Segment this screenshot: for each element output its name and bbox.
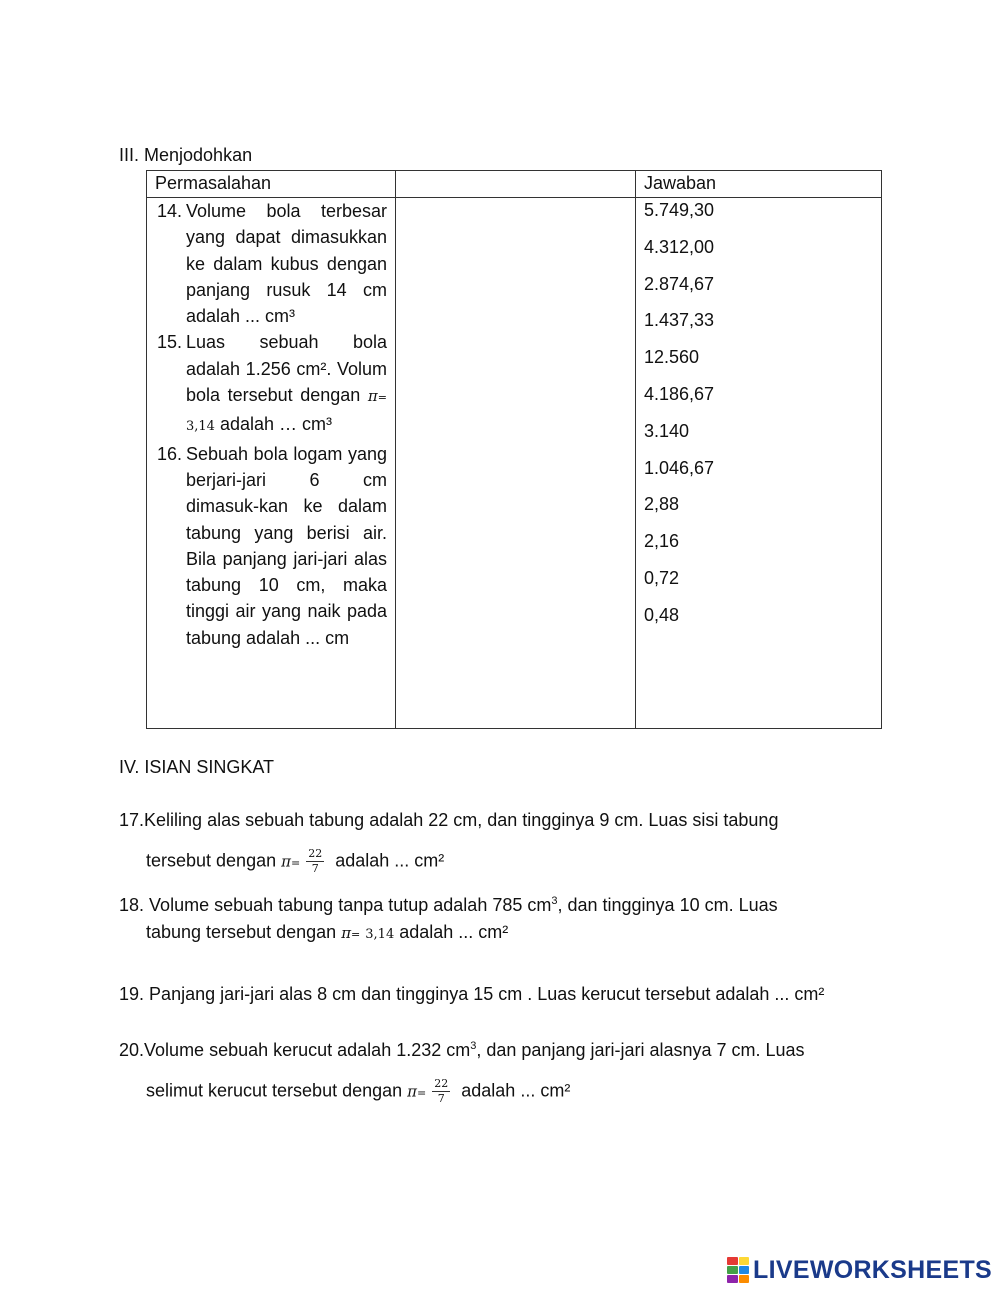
answer-option[interactable]: 4.312,00: [644, 236, 715, 257]
section-title-menjodohkan: III. Menjodohkan: [119, 145, 253, 165]
question-text: Volume sebuah kerucut adalah 1.232 cm: [144, 1040, 471, 1060]
equals-sign: =: [351, 928, 361, 941]
section-title-isian-singkat: IV. ISIAN SINGKAT: [119, 757, 275, 777]
answer-option[interactable]: 2.874,67: [644, 273, 715, 294]
logo-block: [727, 1275, 738, 1283]
question-text: , dan panjang jari-jari alasnya 7 cm. Luas: [476, 1040, 805, 1060]
answer-option[interactable]: 0,72: [644, 567, 680, 588]
question-text: adalah … cm³: [219, 414, 333, 435]
question-text: Panjang jari-jari alas 8 cm dan tingginya 15 cm . Luas kerucut tersebut adalah ... cm²: [149, 984, 825, 1004]
question-text: adalah ... cm²: [461, 1080, 571, 1101]
question-number: 15.: [157, 332, 183, 353]
question-20: [119, 1033, 880, 1106]
question-number: 19.: [119, 984, 145, 1004]
logo-block: [727, 1266, 738, 1274]
header-answer: Jawaban: [644, 173, 717, 193]
answer-option[interactable]: 1.046,67: [644, 457, 715, 478]
liveworksheets-logo[interactable]: [727, 1255, 992, 1285]
answer-option[interactable]: 1.437,33: [644, 310, 715, 331]
answer-option[interactable]: 2,88: [644, 494, 680, 515]
pi-symbol: π: [367, 387, 378, 406]
question-text: Sebuah bola logam yang berjari-jari 6 cm dimasuk-kan ke dalam tabung yang berisi air. Bila panjang jari-jari alas tabung 10 cm, maka tinggi air yang naik pada tabung adalah ... cm: [186, 443, 387, 648]
fraction-denominator: 7: [437, 1092, 445, 1105]
header-blank: [396, 171, 635, 173]
answer-option[interactable]: 3.140: [644, 420, 690, 441]
question-18: [119, 888, 880, 948]
question-number: 14.: [157, 201, 183, 221]
pi-symbol: π: [407, 1082, 418, 1101]
fraction: [306, 847, 324, 876]
question-text: tersebut dengan: [146, 850, 277, 871]
question-text: adalah ... cm²: [399, 922, 509, 942]
answer-option[interactable]: 0,48: [644, 604, 680, 625]
superscript: 3: [551, 895, 558, 907]
matching-table: [146, 170, 882, 729]
superscript: 3: [470, 1040, 477, 1052]
logo-mark-icon: [727, 1257, 749, 1283]
question-text: Luas sebuah bola adalah 1.256 cm². Volum bola tersebut dengan: [186, 332, 387, 406]
table-header-row: [147, 171, 882, 198]
answer-option[interactable]: 5.749,30: [644, 200, 715, 220]
question-number: 18.: [119, 895, 145, 915]
equals-sign: =: [417, 1086, 427, 1100]
fraction-numerator: 22: [434, 1077, 449, 1090]
equals-sign: =: [290, 856, 301, 870]
logo-block: [727, 1257, 738, 1265]
question-14: [147, 198, 387, 329]
question-17: [119, 807, 880, 876]
answer-option[interactable]: 4.186,67: [644, 383, 715, 404]
question-text: , dan tingginya 10 cm. Luas: [557, 895, 778, 915]
fraction-numerator: 22: [308, 847, 323, 860]
question-text: Volume sebuah tabung tanpa tutup adalah 785 cm: [149, 895, 552, 915]
logo-text: LIVEWORKSHEETS: [753, 1255, 992, 1284]
pi-symbol: π: [341, 924, 352, 942]
question-19: [119, 981, 880, 1008]
logo-block: [739, 1275, 750, 1283]
question-text: adalah ... cm²: [335, 850, 445, 871]
equals-sign: =: [377, 391, 387, 405]
question-text: tabung tersebut dengan: [146, 922, 337, 942]
table-body-row: [147, 198, 882, 729]
question-number: 16.: [157, 443, 183, 464]
answer-option[interactable]: 12.560: [644, 347, 700, 368]
pi-value: 3,14: [365, 927, 395, 942]
question-number: 17.: [119, 810, 145, 830]
answer-option[interactable]: 2,16: [644, 531, 680, 552]
question-text: Keliling alas sebuah tabung adalah 22 cm, dan tingginya 9 cm. Luas sisi tabung: [144, 810, 779, 830]
question-15: [147, 329, 387, 440]
question-text: Volume bola terbesar yang dapat dimasukkan ke dalam kubus dengan panjang rusuk 14 cm adalah ... cm³: [186, 201, 387, 327]
logo-block: [739, 1266, 750, 1274]
question-16: [147, 441, 387, 651]
pi-symbol: π: [281, 852, 291, 871]
logo-block: [739, 1257, 750, 1265]
answer-list: [636, 198, 881, 641]
header-problem: Permasalahan: [155, 173, 272, 193]
answer-blank-column[interactable]: [396, 198, 636, 729]
fraction: [432, 1077, 450, 1106]
question-text: selimut kerucut tersebut dengan: [146, 1080, 403, 1101]
question-number: 20.: [119, 1040, 145, 1060]
pi-value: 3,14: [186, 419, 215, 435]
fraction-denominator: 7: [311, 862, 319, 875]
